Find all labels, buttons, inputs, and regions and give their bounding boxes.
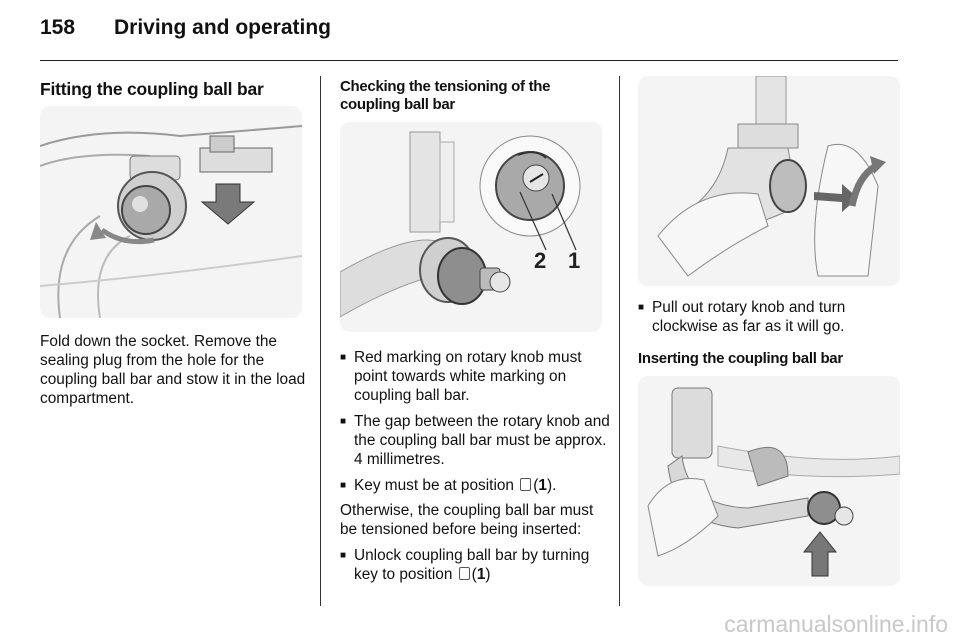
illustration-rotary-knob: [340, 122, 602, 332]
key-position-icon: [520, 478, 531, 491]
list-item: ■ Unlock coupling ball bar by turning key to position (1): [340, 546, 610, 584]
list-item-text: Unlock coupling ball bar by turning key to position: [354, 547, 590, 583]
checklist: [638, 298, 900, 343]
illustration-pull-knob: [638, 76, 900, 286]
column-divider: [619, 76, 620, 606]
list-item-text: Key must be at position: [354, 477, 514, 494]
callout-2: 2: [534, 248, 547, 273]
list-item: ■ Red marking on rotary knob must point towards white marking on coupling ball bar.: [340, 348, 610, 405]
watermark: carmanualsonline.info: [724, 611, 948, 637]
page-header: [40, 16, 331, 40]
illustration-socket: [40, 106, 302, 318]
instruction-paragraph: Fold down the socket. Remove the sealing plug from the hole for the coupling ball bar and stow it in the load compartment.: [40, 333, 306, 407]
key-position-icon: [459, 567, 470, 580]
column-divider: [320, 76, 321, 606]
section-heading: Inserting the coupling ball bar: [638, 350, 843, 367]
section-heading: Fitting the coupling ball bar: [40, 79, 264, 99]
list-item: ■ The gap between the rotary knob and the coupling ball bar must be approx. 4 millimetres.: [340, 412, 610, 469]
section-title: Driving and operating: [114, 16, 332, 39]
section-heading: Checking the tensioning of the coupling ball bar: [340, 78, 551, 113]
list-item: ■ Pull out rotary knob and turn clockwise as far as it will go.: [638, 298, 900, 336]
position-ref: 1: [538, 477, 547, 494]
illustration-insert-bar: [638, 376, 900, 586]
instruction-paragraph: Otherwise, the coupling ball bar must be tensioned before being inserted:: [340, 502, 594, 538]
page-number: 158: [40, 16, 76, 39]
list-item: ■ Key must be at position (1).: [340, 476, 610, 495]
header-rule: [40, 60, 898, 61]
position-ref: 1: [476, 566, 486, 583]
callout-1: 1: [568, 248, 581, 273]
checklist: [340, 348, 610, 591]
